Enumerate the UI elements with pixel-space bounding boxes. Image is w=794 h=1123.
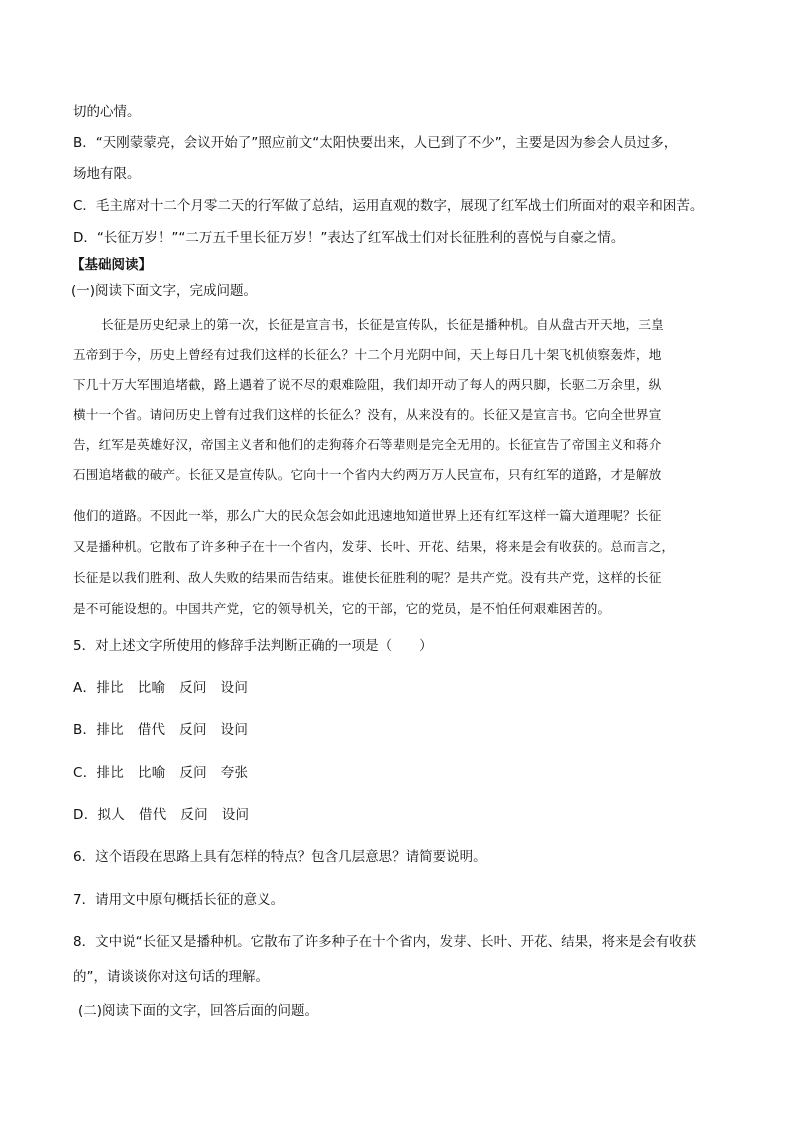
question-8-line2: 的”，请谈谈你对这句话的理解。: [73, 969, 269, 985]
prev-option-d: D．“长征万岁！”“二万五千里长征万岁！”表达了红军战士们对长征胜利的喜悦与自豪之情。: [73, 230, 625, 246]
passage-line: 他们的道路。不因此一举，那么广大的民众怎会如此迅速地知道世界上还有红军这样一篇大道理呢？长征: [73, 508, 662, 523]
question-6: 6．这个语段在思路上具有怎样的特点？包含几层意思？请简要说明。: [73, 849, 487, 865]
question-5-option-d: D．拟人 借代 反问 设问: [73, 807, 250, 823]
question-7: 7．请用文中原句概括长征的意义。: [73, 892, 285, 908]
prev-option-tail: 切的心情。: [73, 104, 141, 120]
passage-line: 长征是历史纪录上的第一次，长征是宣言书，长征是宣传队，长征是播种机。自从盘古开天地，三皇: [101, 317, 664, 332]
prev-option-c: C．毛主席对十二个月零二天的行军做了总结，运用直观的数字，展现了红军战士们所面对的艰辛和困苦。: [73, 198, 704, 214]
prev-option-b-line2: 场地有限。: [73, 166, 141, 182]
question-5-option-b: B．排比 借代 反问 设问: [73, 722, 249, 738]
passage-line: 是不可能设想的。中国共产党，它的领导机关，它的干部，它的党员，是不怕任何艰难困苦的。: [73, 601, 611, 616]
question-5: 5．对上述文字所使用的修辞手法判断正确的一项是（ ）: [73, 638, 433, 654]
passage-line: 下几十万大军围追堵截，路上遇着了说不尽的艰难险阻，我们却开动了每人的两只脚，长驱二万余里，纵: [73, 377, 662, 392]
passage-line: 石围追堵截的破产。长征又是宣传队。它向十一个省内大约两万万人民宣布，只有红军的道路，才是解放: [73, 467, 662, 482]
section-heading: 【基础阅读】: [71, 257, 152, 273]
passage-line: 五帝到于今，历史上曾经有过我们这样的长征么？十二个月光阴中间，天上每日几十架飞机侦察轰炸，地: [73, 347, 662, 362]
prev-option-b-line1: B．“天刚蒙蒙亮，会议开始了”照应前文“太阳快要出来，人已到了不少”，主要是因为参会人员过多，: [73, 135, 678, 151]
passage-line: 长征是以我们胜利、敌人失败的结果而告结束。谁使长征胜利的呢？是共产党。没有共产党，这样的长征: [73, 570, 662, 585]
question-8-line1: 8．文中说“长征又是播种机。它散布了许多种子在十个省内，发芽、长叶、开花、结果，将来是会有收获: [73, 934, 697, 950]
passage-line: 又是播种机。它散布了许多种子在十一个省内，发芽、长叶、开花、结果，将来是会有收获的。总而言之，: [73, 539, 675, 554]
part-two-instruction: (二)阅读下面的文字，回答后面的问题。: [78, 1003, 319, 1019]
passage-line: 告，红军是英雄好汉，帝国主义者和他们的走狗蒋介石等辈则是完全无用的。长征宣告了帝国主义和蒋介: [73, 437, 662, 452]
question-5-option-c: C．排比 比喻 反问 夸张: [73, 765, 249, 781]
passage-line: 横十一个省。请问历史上曾有过我们这样的长征么？没有，从来没有的。长征又是宣言书。它向全世界宣: [73, 407, 662, 422]
part-one-instruction: (一)阅读下面文字，完成问题。: [71, 283, 258, 299]
question-5-option-a: A．排比 比喻 反问 设问: [73, 680, 249, 696]
